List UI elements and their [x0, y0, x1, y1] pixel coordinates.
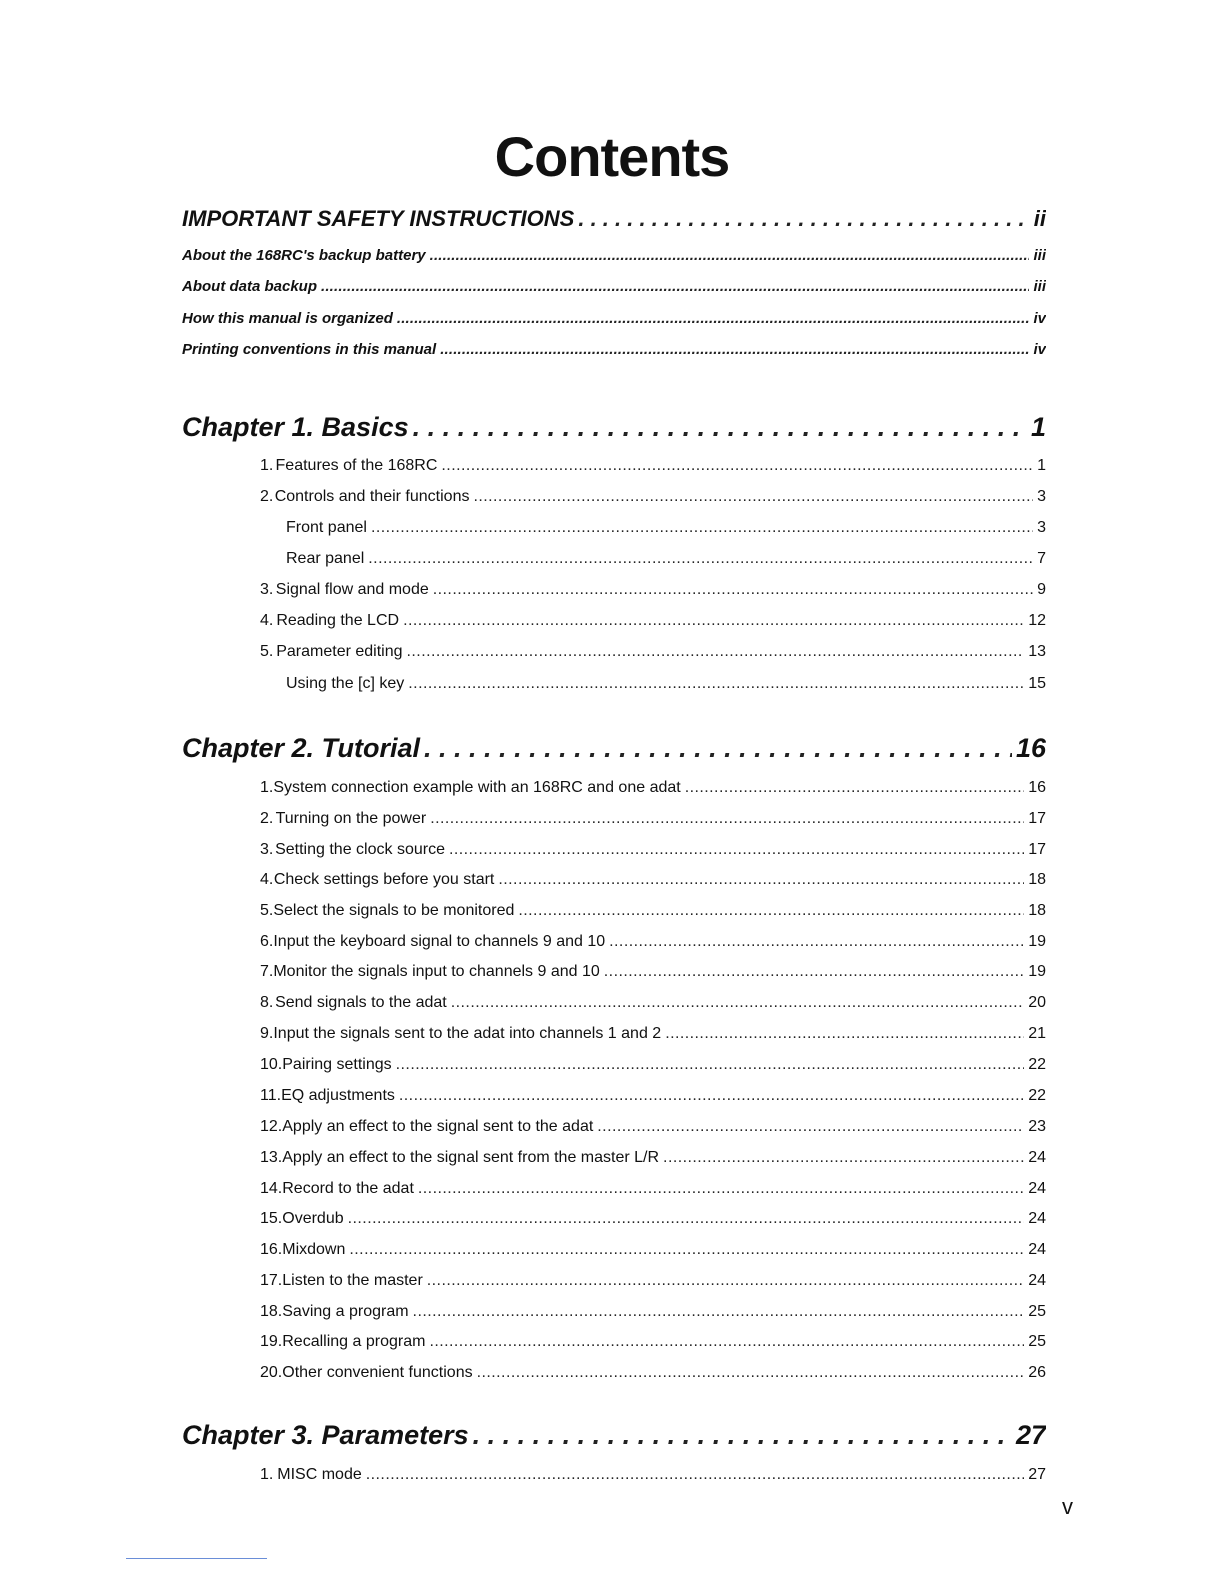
item-label: Record to the adat	[282, 1180, 414, 1197]
item-page: 22	[1028, 1087, 1046, 1104]
toc-item[interactable]	[260, 612, 1046, 630]
toc-chapter-1[interactable]	[182, 412, 1046, 443]
item-number: 17.	[260, 1272, 283, 1289]
item-label: Check settings before you start	[273, 871, 495, 888]
item-page: 12	[1028, 612, 1046, 629]
item-number: 11.	[260, 1087, 282, 1104]
item-number: 1.	[260, 457, 274, 474]
page-number: v	[1062, 1494, 1073, 1519]
leader-dots	[473, 488, 1033, 506]
toc-item[interactable]	[260, 1241, 1046, 1259]
item-page: 3	[1037, 519, 1046, 536]
toc-entry-label: How this manual is organized	[182, 310, 393, 327]
toc-item[interactable]	[260, 1466, 1046, 1484]
item-label: Parameter editing	[276, 643, 403, 660]
chapter-page: 1	[1030, 412, 1046, 442]
toc-entry-page: iii	[1033, 278, 1046, 295]
leader-dots	[663, 1149, 1024, 1167]
item-page: 7	[1037, 550, 1046, 567]
toc-item[interactable]	[260, 1333, 1046, 1351]
item-number: 6.	[260, 933, 274, 950]
item-page: 15	[1028, 675, 1046, 692]
item-number: 19.	[260, 1333, 283, 1350]
leader-dots	[407, 643, 1025, 661]
toc-item[interactable]	[260, 457, 1046, 475]
toc-item[interactable]	[260, 841, 1046, 859]
toc-entry-backup-battery[interactable]	[182, 247, 1046, 264]
item-page: 26	[1028, 1364, 1046, 1381]
toc-item[interactable]	[260, 810, 1046, 828]
toc-entry-page: ii	[1033, 206, 1046, 231]
item-number: 8.	[260, 994, 274, 1011]
item-label: Rear panel	[286, 550, 365, 567]
item-number: 3.	[260, 841, 274, 858]
leader-dots	[397, 310, 1030, 327]
item-label: Select the signals to be monitored	[273, 902, 515, 919]
toc-entry-label: About the 168RC's backup battery	[182, 247, 426, 264]
toc-entry-page: iv	[1033, 341, 1046, 358]
toc-subitem[interactable]	[286, 550, 1046, 568]
toc-entry-printing-conventions[interactable]	[182, 341, 1046, 358]
leader-dots	[371, 519, 1033, 537]
toc-subitem[interactable]	[286, 675, 1046, 693]
item-label: Other convenient functions	[282, 1364, 473, 1381]
item-page: 22	[1028, 1056, 1046, 1073]
leader-dots	[413, 1303, 1025, 1321]
leader-dots	[609, 933, 1024, 951]
leader-dots	[597, 1118, 1024, 1136]
item-label: Front panel	[286, 519, 367, 536]
toc-item[interactable]	[260, 1087, 1046, 1105]
item-page: 20	[1028, 994, 1046, 1011]
item-number: 4.	[260, 612, 274, 629]
item-page: 13	[1028, 643, 1046, 660]
item-number: 7.	[260, 963, 274, 980]
toc-item[interactable]	[260, 1180, 1046, 1198]
item-label: Features of the 168RC	[275, 457, 438, 474]
toc-subitem[interactable]	[286, 519, 1046, 537]
leader-dots	[403, 612, 1024, 630]
leader-dots	[473, 1420, 1012, 1451]
leader-dots	[451, 994, 1024, 1012]
item-number: 18.	[260, 1303, 283, 1320]
leader-dots	[430, 810, 1024, 828]
item-label: Listen to the master	[282, 1272, 423, 1289]
toc-item[interactable]	[260, 1118, 1046, 1136]
item-number: 4.	[260, 871, 274, 888]
item-page: 24	[1028, 1210, 1046, 1227]
item-label: Recalling a program	[282, 1333, 426, 1350]
toc-item[interactable]	[260, 581, 1046, 599]
toc-item[interactable]	[260, 1364, 1046, 1382]
leader-dots	[368, 550, 1033, 568]
item-number: 2.	[260, 810, 274, 827]
item-label: Pairing settings	[282, 1056, 392, 1073]
toc-entry-page: iii	[1033, 247, 1046, 264]
item-page: 24	[1028, 1180, 1046, 1197]
item-page: 18	[1028, 902, 1046, 919]
toc-item[interactable]	[260, 1149, 1046, 1167]
leader-dots	[408, 675, 1024, 693]
toc-item[interactable]	[260, 1303, 1046, 1321]
chapter-label: Chapter 3. Parameters	[182, 1420, 469, 1450]
leader-dots	[440, 341, 1029, 358]
toc-item[interactable]	[260, 1210, 1046, 1228]
item-page: 24	[1028, 1149, 1046, 1166]
leader-dots	[685, 779, 1025, 797]
leader-dots	[433, 581, 1033, 599]
item-page: 17	[1028, 810, 1046, 827]
item-number: 2.	[260, 488, 274, 505]
item-label: EQ adjustments	[281, 1087, 395, 1104]
item-page: 9	[1037, 581, 1046, 598]
leader-dots	[321, 278, 1029, 295]
item-label: Reading the LCD	[276, 612, 400, 629]
leader-dots	[441, 457, 1033, 475]
chapter-page: 16	[1015, 733, 1046, 763]
leader-dots	[424, 733, 1012, 764]
item-number: 5.	[260, 643, 274, 660]
leader-dots	[430, 247, 1030, 264]
item-page: 21	[1028, 1025, 1046, 1042]
toc-entry-safety[interactable]	[182, 206, 1046, 232]
leader-dots	[578, 206, 1029, 232]
item-number: 12.	[260, 1118, 283, 1135]
item-page: 25	[1028, 1333, 1046, 1350]
item-label: Using the [c] key	[286, 675, 405, 692]
toc-entry-label: IMPORTANT SAFETY INSTRUCTIONS	[182, 206, 575, 231]
item-label: Controls and their functions	[274, 488, 470, 505]
item-page: 19	[1028, 963, 1046, 980]
leader-dots	[429, 1333, 1024, 1351]
item-page: 1	[1037, 457, 1046, 474]
toc-item[interactable]	[260, 1056, 1046, 1074]
item-label: Mixdown	[282, 1241, 346, 1258]
item-page: 23	[1028, 1118, 1046, 1135]
item-page: 3	[1037, 488, 1046, 505]
item-number: 1.	[260, 779, 274, 796]
toc-item[interactable]	[260, 488, 1046, 506]
chapter-label: Chapter 1. Basics	[182, 412, 409, 442]
toc-entry-manual-organization[interactable]	[182, 310, 1046, 327]
item-label: Input the keyboard signal to channels 9 and 10	[273, 933, 606, 950]
item-label: Saving a program	[282, 1303, 409, 1320]
leader-dots	[413, 412, 1027, 443]
item-label: Apply an effect to the signal sent from the master L/R	[282, 1149, 660, 1166]
item-number: 20.	[260, 1364, 283, 1381]
toc-chapter-2[interactable]	[182, 733, 1046, 764]
item-label: Input the signals sent to the adat into channels 1 and 2	[273, 1025, 662, 1042]
toc-item[interactable]	[260, 871, 1046, 889]
item-number: 15.	[260, 1210, 283, 1227]
toc-item[interactable]	[260, 643, 1046, 661]
toc-item[interactable]	[260, 902, 1046, 920]
item-page: 19	[1028, 933, 1046, 950]
item-number: 10.	[260, 1056, 283, 1073]
toc-entry-page: iv	[1033, 310, 1046, 327]
item-page: 24	[1028, 1241, 1046, 1258]
leader-dots	[449, 841, 1024, 859]
toc-item[interactable]	[260, 933, 1046, 951]
item-label: Send signals to the adat	[275, 994, 447, 1011]
item-page: 18	[1028, 871, 1046, 888]
item-page: 25	[1028, 1303, 1046, 1320]
item-label: Turning on the power	[275, 810, 427, 827]
toc-item[interactable]	[260, 1272, 1046, 1290]
item-page: 24	[1028, 1272, 1046, 1289]
item-page: 27	[1028, 1466, 1046, 1483]
leader-dots	[396, 1056, 1025, 1074]
item-number: 3.	[260, 581, 274, 598]
item-label: Apply an effect to the signal sent to the adat	[282, 1118, 594, 1135]
leader-dots	[349, 1241, 1024, 1259]
item-number: 13.	[260, 1149, 283, 1166]
toc-item[interactable]	[260, 963, 1046, 981]
leader-dots	[427, 1272, 1024, 1290]
toc-entry-data-backup[interactable]	[182, 278, 1046, 295]
leader-dots	[665, 1025, 1024, 1043]
toc-item[interactable]	[260, 779, 1046, 797]
toc-entry-label: Printing conventions in this manual	[182, 341, 437, 358]
toc-entry-label: About data backup	[182, 278, 318, 295]
item-label: Setting the clock source	[275, 841, 445, 858]
item-number: 14.	[260, 1180, 283, 1197]
item-label: Monitor the signals input to channels 9 and 10	[273, 963, 600, 980]
item-label: MISC mode	[277, 1466, 362, 1483]
leader-dots	[348, 1210, 1025, 1228]
item-page: 17	[1028, 841, 1046, 858]
page-title: Contents	[494, 125, 730, 188]
item-label: Overdub	[282, 1210, 344, 1227]
leader-dots	[418, 1180, 1024, 1198]
leader-dots	[604, 963, 1024, 981]
toc-chapter-3[interactable]	[182, 1420, 1046, 1451]
leader-dots	[518, 902, 1024, 920]
item-label: Signal flow and mode	[275, 581, 429, 598]
leader-dots	[498, 871, 1024, 889]
item-number: 16.	[260, 1241, 283, 1258]
item-number: 5.	[260, 902, 274, 919]
toc-item[interactable]	[260, 994, 1046, 1012]
chapter-page: 27	[1015, 1420, 1046, 1450]
item-number: 1.	[260, 1466, 274, 1483]
leader-dots	[477, 1364, 1025, 1382]
toc-item[interactable]	[260, 1025, 1046, 1043]
footer-rule	[126, 1558, 267, 1559]
leader-dots	[399, 1087, 1024, 1105]
item-label: System connection example with an 168RC and one adat	[273, 779, 681, 796]
leader-dots	[366, 1466, 1024, 1484]
item-page: 16	[1028, 779, 1046, 796]
item-number: 9.	[260, 1025, 274, 1042]
chapter-label: Chapter 2. Tutorial	[182, 733, 421, 763]
